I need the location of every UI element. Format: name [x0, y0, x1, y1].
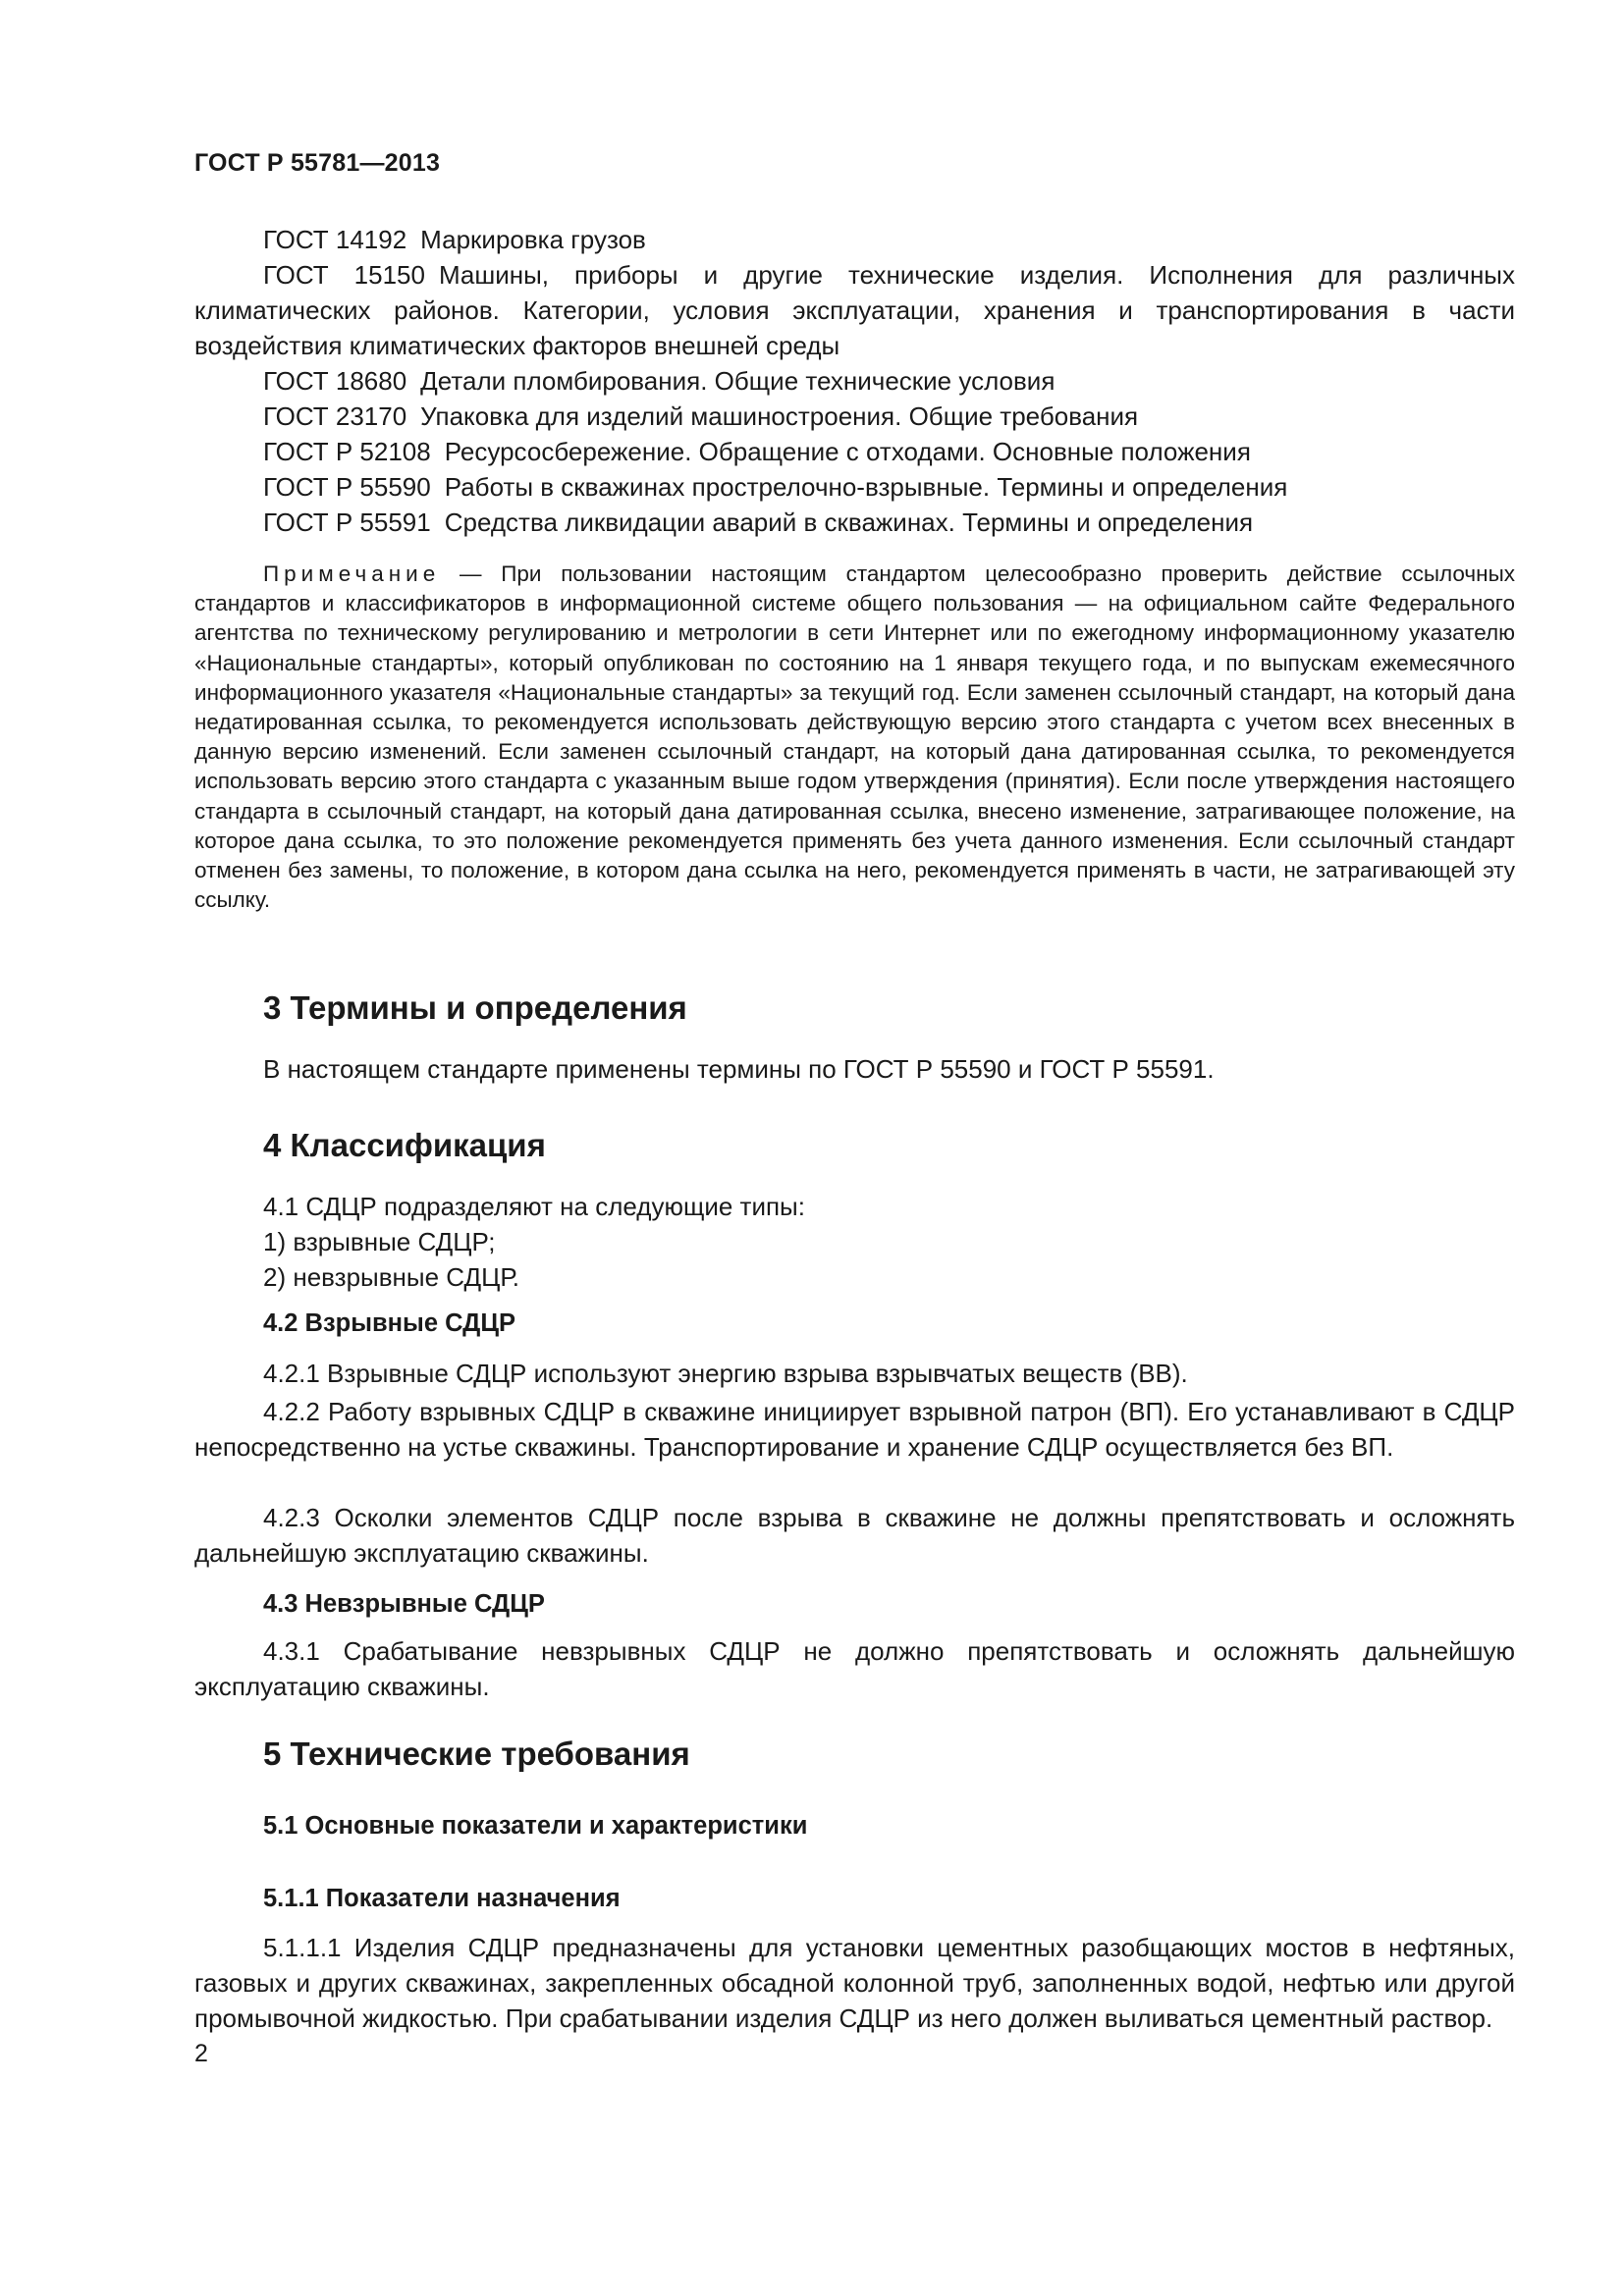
- reference-title: Детали пломбирования. Общие технические условия: [420, 366, 1056, 396]
- reference-title: Машины, приборы и другие технические изделия. Исполнения для различных климатических районов. Категории, условия эксплуатации, хранения и транспортирования в части воздействия климатических факторов внешней среды: [194, 260, 1515, 360]
- reference-code: ГОСТ 15150: [263, 260, 425, 290]
- note-label: Примечание: [263, 561, 441, 586]
- reference-code: ГОСТ Р 55590: [263, 472, 431, 502]
- reference-title: Упаковка для изделий машиностроения. Общие требования: [420, 401, 1139, 431]
- clause-4-1: 4.1 СДЦР подразделяют на следующие типы:: [263, 1192, 805, 1221]
- reference-item: [194, 257, 1515, 363]
- reference-title: Маркировка грузов: [420, 225, 646, 254]
- reference-code: ГОСТ 18680: [263, 366, 407, 396]
- reference-item: [263, 399, 1138, 434]
- note-block: [194, 560, 1515, 915]
- reference-title: Ресурсосбережение. Обращение с отходами. Основные положения: [444, 437, 1251, 466]
- subsection-5-1-1-heading: 5.1.1 Показатели назначения: [263, 1885, 621, 1912]
- reference-item: [263, 469, 1287, 505]
- page-number: 2: [194, 2040, 208, 2067]
- reference-title: Средства ликвидации аварий в скважинах. Термины и определения: [444, 507, 1254, 537]
- section-3-heading: 3 Термины и определения: [263, 989, 687, 1026]
- note-text: — При пользовании настоящим стандартом целесообразно проверить действие ссылочных стандартов и классификаторов в информационной системе общего пользования — на официальном сайте Федерального агентства по техническому регулированию и метрологии в сети Интернет или по ежегодному информационному указателю «Национальные стандарты», который опубликован по состоянию на 1 января текущего года, и по выпускам ежемесячного информационного указателя «Национальные стандарты» за текущий год. Если заменен ссылочный стандарт, на который дана недатированная ссылка, то рекомендуется использовать действующую версию этого стандарта с учетом всех внесенных в данную версию изменений. Если заменен ссылочный стандарт, на который дана датированная ссылка, то рекомендуется использовать версию этого стандарта с указанным выше годом утверждения (принятия). Если после утверждения настоящего стандарта в ссылочный стандарт, на который дана датированная ссылка, внесено изменение, затрагивающее положение, на которое дана ссылка, то это положение рекомендуется применять без учета данного изменения. Если ссылочный стандарт отменен без замены, то положение, в котором дана ссылка на него, рекомендуется применять в части, не затрагивающей эту ссылку.: [194, 561, 1515, 913]
- reference-item: [263, 222, 646, 257]
- clause-5-1-1-1: 5.1.1.1 Изделия СДЦР предназначены для установки цементных разобщающих мостов в нефтяных, газовых и других скважинах, закрепленных обсадной колонной труб, заполненных водой, нефтью или другой промывочной жидкостью. При срабатывании изделия СДЦР из него должен выливаться цементный раствор.: [194, 1933, 1515, 2033]
- subsection-5-1-heading: 5.1 Основные показатели и характеристики: [263, 1812, 808, 1840]
- clause-4-2-3: 4.2.3 Осколки элементов СДЦР после взрыва в скважине не должны препятствовать и осложнять дальнейшую эксплуатацию скважины.: [194, 1503, 1515, 1568]
- list-item-1: 1) взрывные СДЦР;: [263, 1227, 496, 1256]
- reference-code: ГОСТ Р 55591: [263, 507, 431, 537]
- list-item-2: 2) невзрывные СДЦР.: [263, 1262, 519, 1292]
- clause-4-2-2: 4.2.2 Работу взрывных СДЦР в скважине инициирует взрывной патрон (ВП). Его устанавливают в СДЦР непосредственно на устье скважины. Транспортирование и хранение СДЦР осуществляется без ВП.: [194, 1397, 1515, 1462]
- clause-4-2-1: 4.2.1 Взрывные СДЦР используют энергию взрыва взрывчатых веществ (ВВ).: [263, 1359, 1188, 1388]
- reference-item: [263, 505, 1253, 540]
- document-code: ГОСТ Р 55781—2013: [194, 149, 441, 177]
- section-5-heading: 5 Технические требования: [263, 1735, 690, 1772]
- reference-code: ГОСТ Р 52108: [263, 437, 431, 466]
- section-3-text: В настоящем стандарте применены термины по ГОСТ Р 55590 и ГОСТ Р 55591.: [263, 1054, 1215, 1084]
- reference-code: ГОСТ 23170: [263, 401, 407, 431]
- reference-item: [263, 363, 1055, 399]
- subsection-4-2-heading: 4.2 Взрывные СДЦР: [263, 1309, 515, 1337]
- subsection-4-3-heading: 4.3 Невзрывные СДЦР: [263, 1590, 545, 1618]
- clause-4-3-1: 4.3.1 Срабатывание невзрывных СДЦР не должно препятствовать и осложнять дальнейшую эксплуатацию скважины.: [194, 1636, 1515, 1701]
- reference-item: [263, 434, 1251, 469]
- section-4-heading: 4 Классификация: [263, 1127, 546, 1163]
- reference-title: Работы в скважинах прострелочно-взрывные. Термины и определения: [444, 472, 1288, 502]
- reference-code: ГОСТ 14192: [263, 225, 407, 254]
